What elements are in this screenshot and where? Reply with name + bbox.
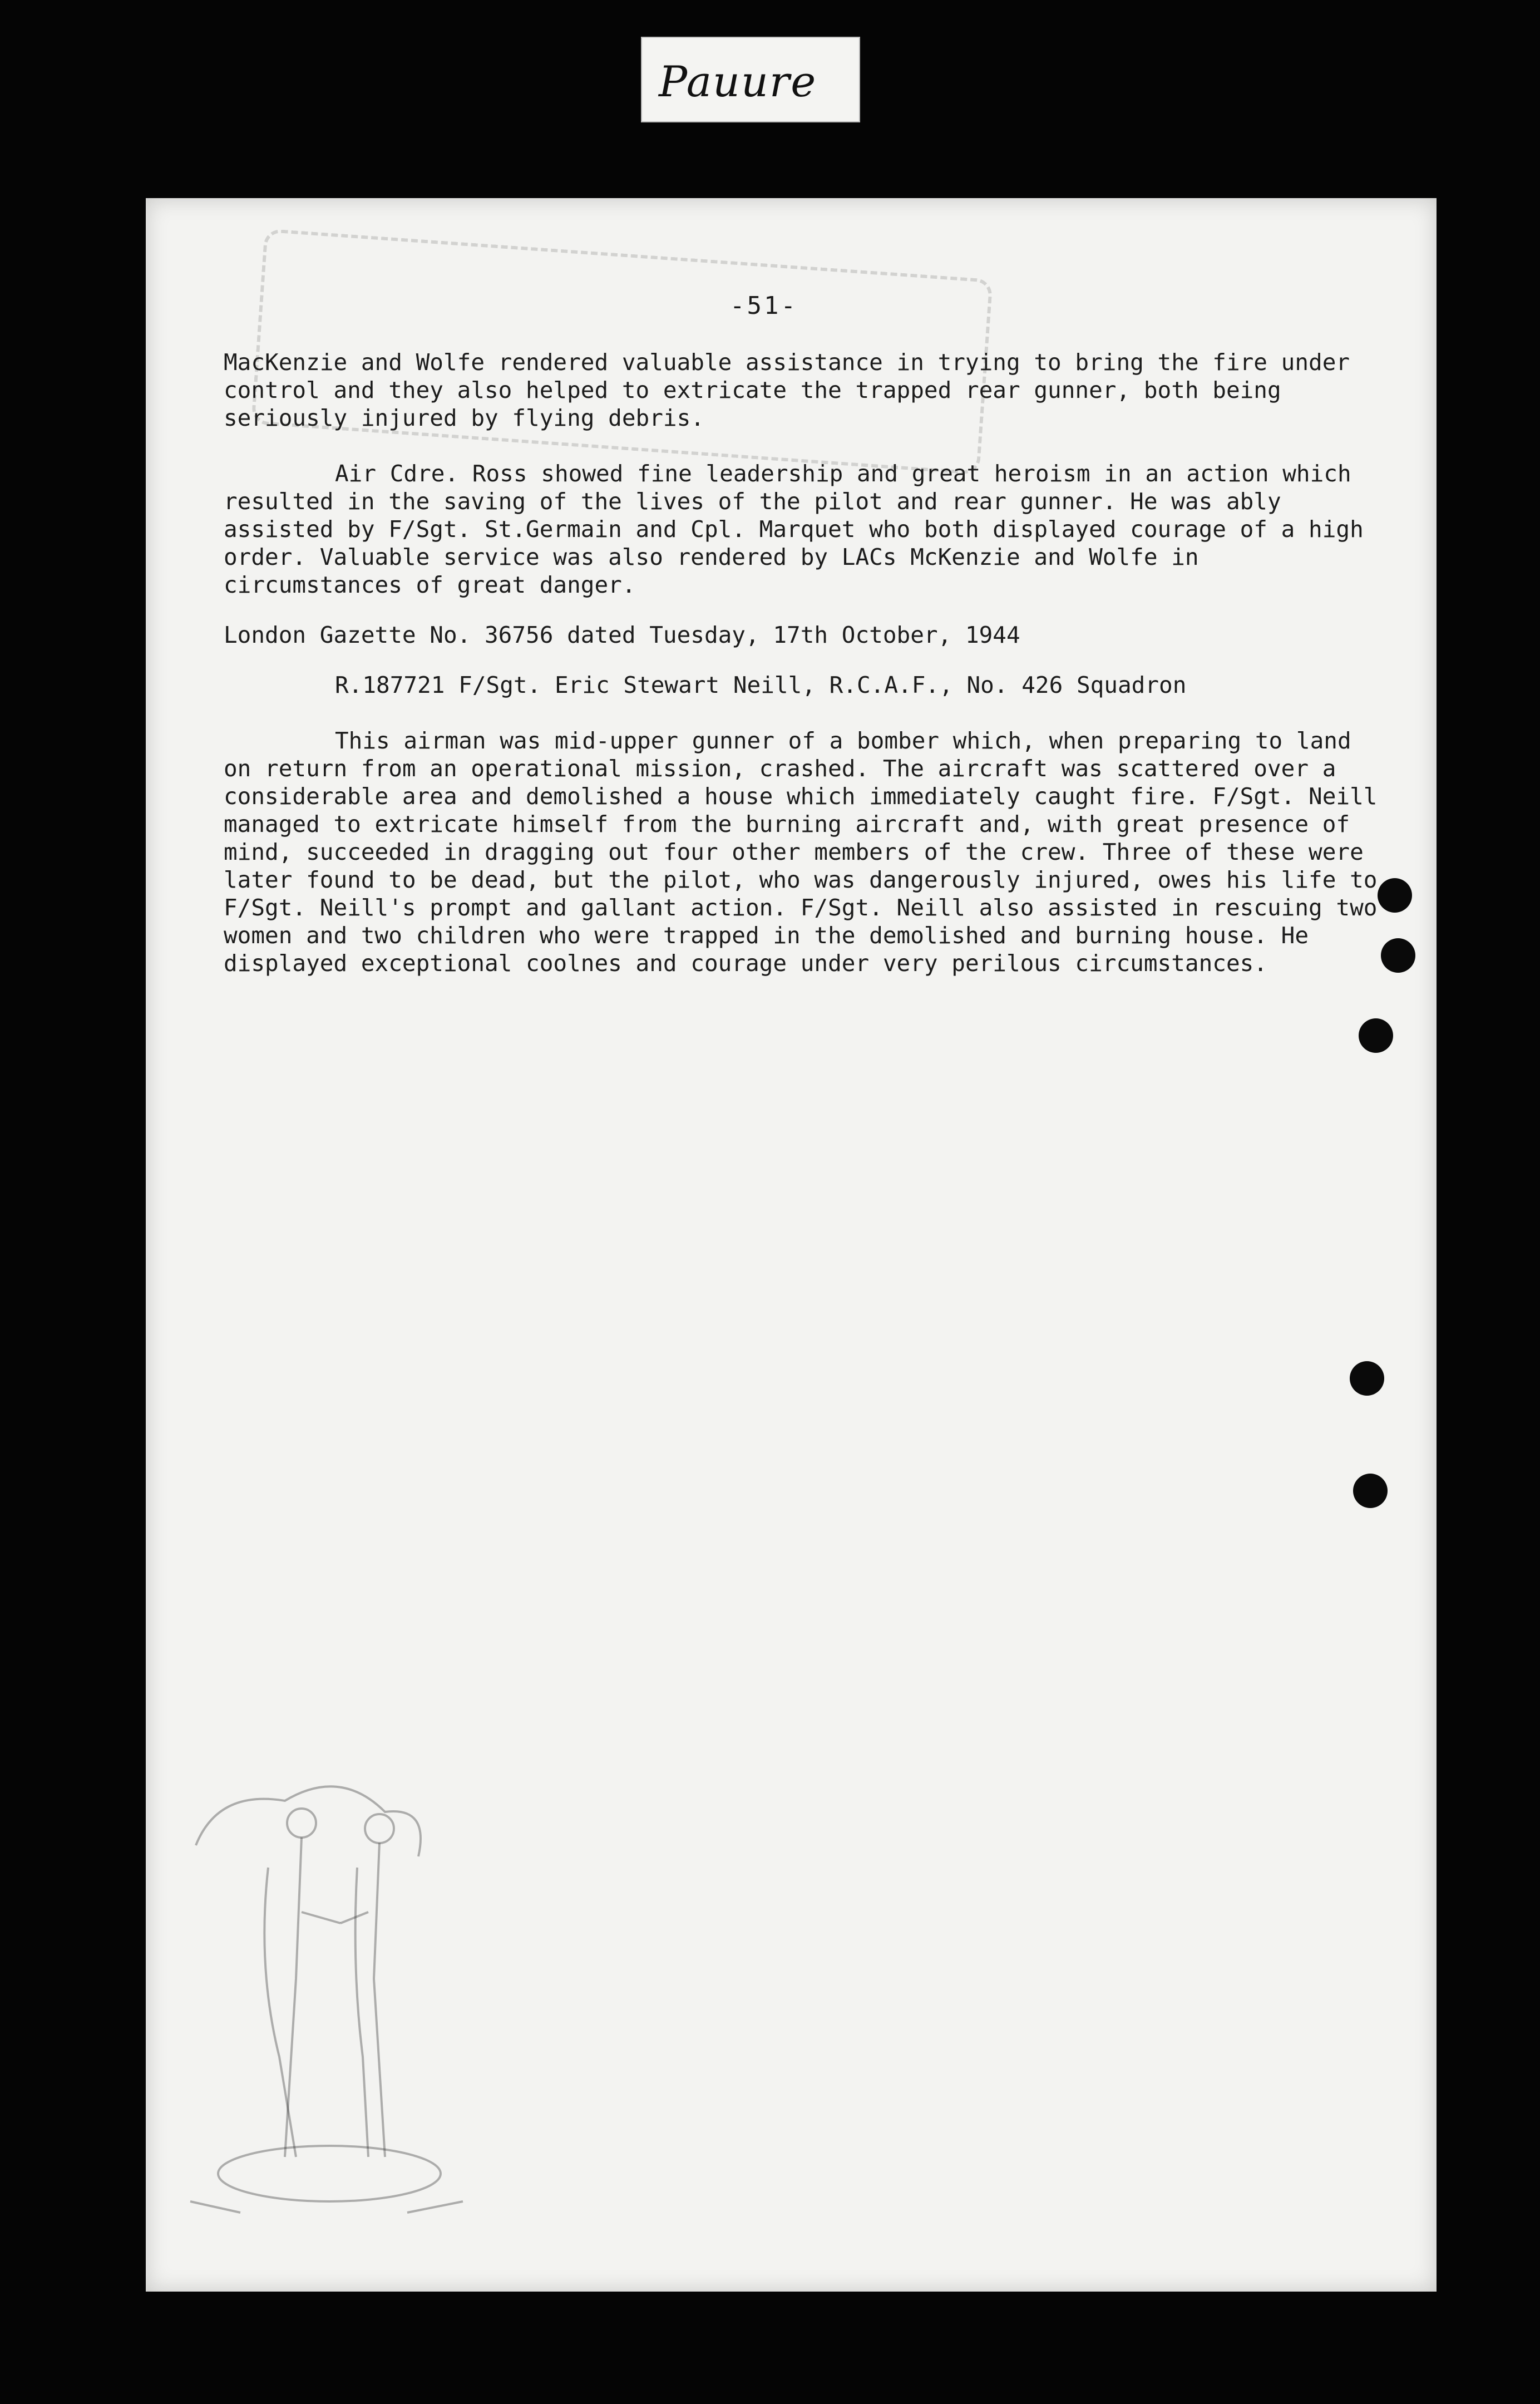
punch-hole	[1359, 1018, 1393, 1053]
paragraph-neill-citation: This airman was mid-upper gunner of a bomber which, when preparing to land on return from an operational mission, crashed. The aircraft was scattered over a considerable area and demolished a house which immediately caught fire. F/Sgt. Neill managed to extricate himself from the burning aircraft and, with great presence of mind, succeeded in dragging out four other members of the crew. Three of these were later found to be dead, but the pilot, who was dangerously injured, owes his life to F/Sgt. Neill's prompt and gallant action. F/Sgt. Neill also assisted in rescuing two women and two children who were trapped in the demolished and burning house. He displayed exceptional coolnes and courage under very perilous circumstances.	[224, 727, 1378, 977]
punch-hole	[1378, 878, 1412, 913]
faint-sketch-of-two-figures	[174, 1745, 485, 2235]
gazette-reference: London Gazette No. 36756 dated Tuesday, 17th October, 1944	[224, 622, 1020, 648]
label-tag-text: Pauure	[659, 57, 817, 106]
document-page	[146, 198, 1437, 2292]
punch-hole	[1353, 1474, 1388, 1508]
handwritten-label-tag	[641, 37, 860, 122]
paragraph-ross-citation: Air Cdre. Ross showed fine leadership and great heroism in an action which resulted in the saving of the lives of the pilot and rear gunner. He was ably assisted by F/Sgt. St.Germain and Cpl. Marquet who both displayed courage of a high order. Valuable service was also rendered by LACs McKenzie and Wolfe in circumstances of great danger.	[224, 460, 1364, 598]
punch-hole	[1350, 1361, 1384, 1396]
document-body	[224, 348, 1381, 977]
paragraph-continuation: MacKenzie and Wolfe rendered valuable assistance in trying to bring the fire under control and they also helped to extricate the trapped rear gunner, both being seriously injured by flying debris.	[224, 349, 1350, 431]
award-recipient-line: R.187721 F/Sgt. Eric Stewart Neill, R.C.A.F., No. 426 Squadron	[335, 672, 1187, 698]
page-number: -51-	[730, 292, 798, 320]
punch-hole	[1381, 938, 1415, 973]
